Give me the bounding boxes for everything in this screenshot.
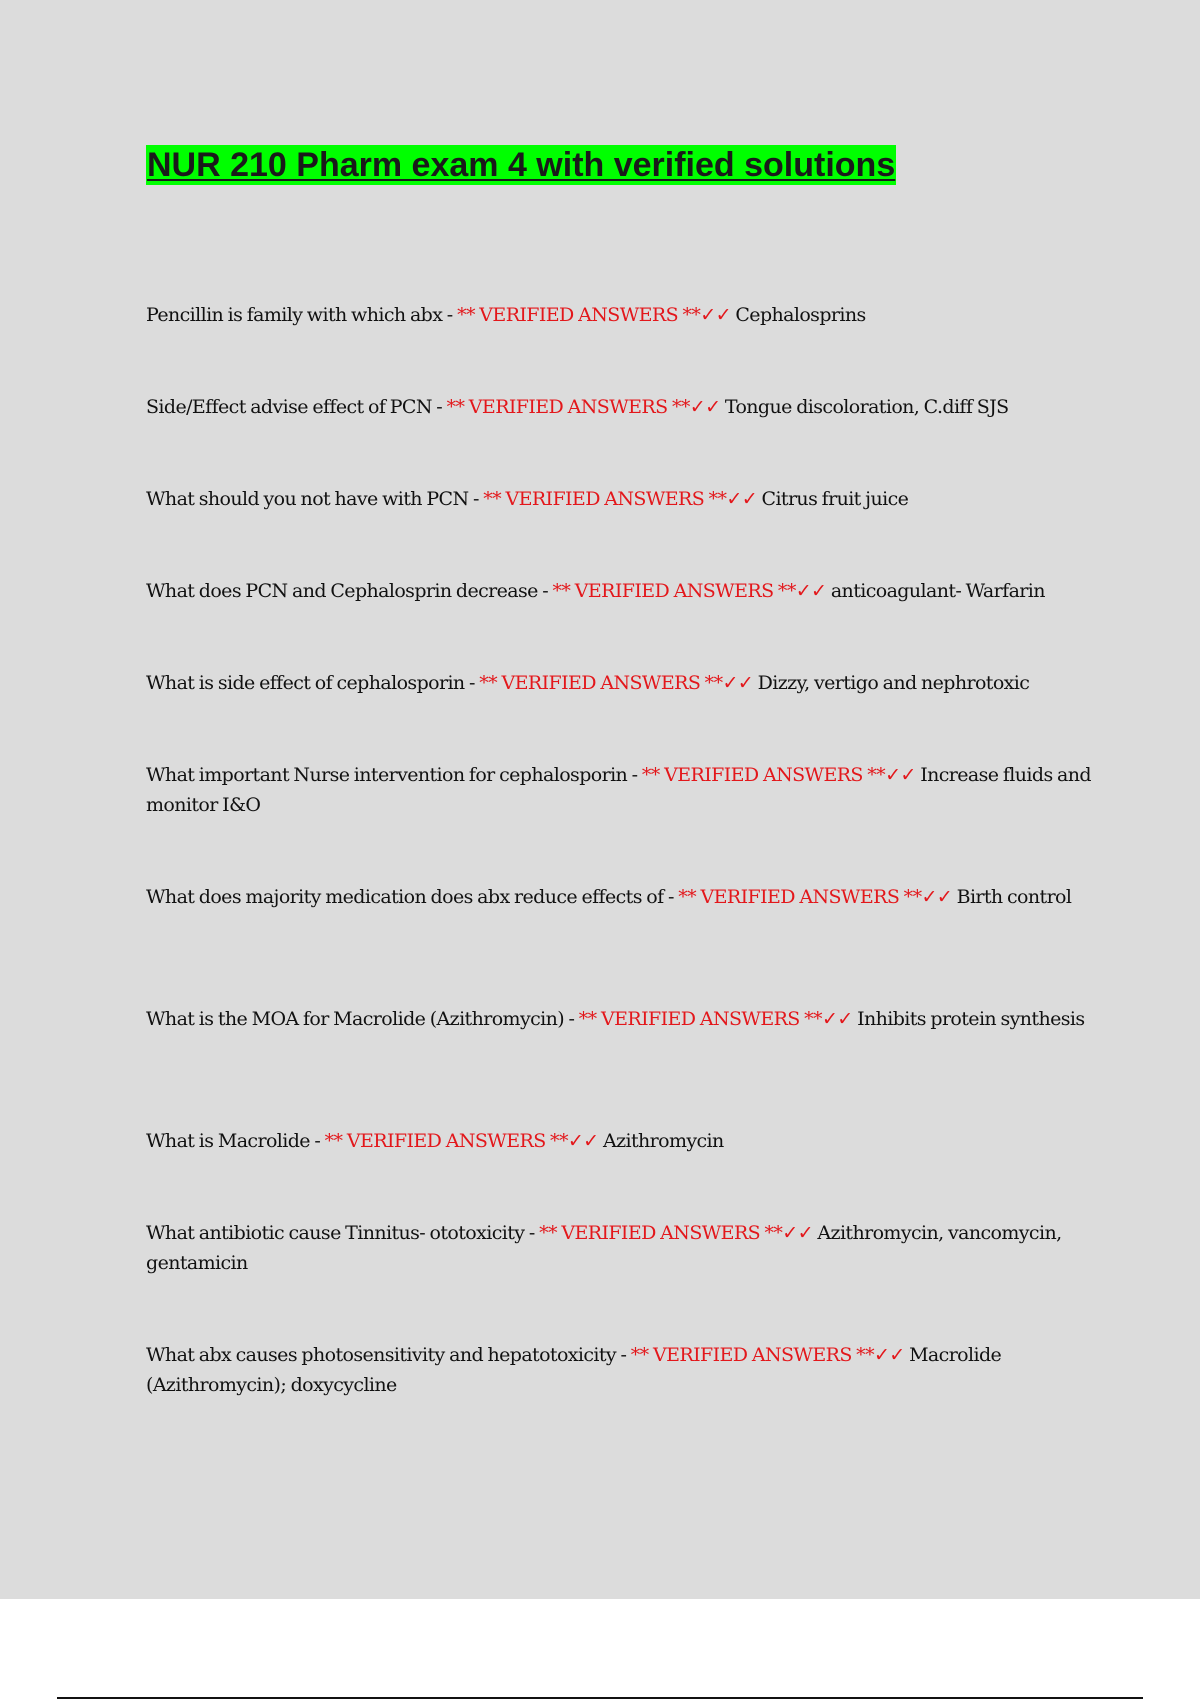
- qa-item: [146, 392, 1096, 422]
- qa-item: [146, 760, 1096, 820]
- qa-item: [146, 668, 1096, 698]
- question-text: What is Macrolide: [146, 1130, 310, 1152]
- answer-text: Citrus fruit juice: [761, 488, 909, 510]
- qa-item: [146, 1126, 1096, 1156]
- qa-item: [146, 882, 1096, 912]
- title-block: [146, 145, 896, 185]
- question-text: Pencillin is family with which abx: [146, 304, 443, 326]
- question-text: What should you not have with PCN: [146, 488, 469, 510]
- qa-item: [146, 576, 1096, 606]
- qa-item: [146, 1004, 1096, 1034]
- verified-answers-marker: ** VERIFIED ANSWERS **✓✓: [552, 580, 827, 602]
- verified-answers-marker: ** VERIFIED ANSWERS **✓✓: [539, 1222, 813, 1244]
- verified-answers-marker: ** VERIFIED ANSWERS **✓✓: [457, 304, 731, 326]
- question-separator: -: [627, 764, 642, 786]
- answer-text: Dizzy, vertigo and nephrotoxic: [757, 672, 1030, 694]
- qa-item: [146, 484, 1096, 514]
- answer-text: Azithromycin, vancomycin, gentamicin: [146, 1222, 1062, 1274]
- verified-answers-marker: ** VERIFIED ANSWERS **✓✓: [324, 1130, 599, 1152]
- answer-text: Macrolide (Azithromycin); doxycycline: [146, 1344, 1002, 1396]
- qa-item: [146, 1218, 1096, 1278]
- answer-text: Birth control: [956, 886, 1072, 908]
- answer-text: Azithromycin: [602, 1130, 724, 1152]
- question-separator: -: [431, 396, 447, 418]
- answer-text: Tongue discoloration, C.diff SJS: [724, 396, 1009, 418]
- qa-item: [146, 1340, 1096, 1400]
- question-text: What does majority medication does abx reduce effects of: [146, 886, 664, 908]
- question-separator: -: [564, 1008, 579, 1030]
- verified-answers-marker: ** VERIFIED ANSWERS **✓✓: [446, 396, 721, 418]
- question-text: What is side effect of cephalosporin: [146, 672, 465, 694]
- question-separator: -: [468, 488, 484, 510]
- verified-answers-marker: ** VERIFIED ANSWERS **✓✓: [479, 672, 754, 694]
- footer-divider: [57, 1697, 1143, 1699]
- question-separator: -: [524, 1222, 540, 1244]
- question-text: Side/Effect advise effect of PCN: [146, 396, 432, 418]
- qa-item: [146, 300, 1096, 330]
- answer-text: Increase fluids and monitor I&O: [146, 764, 1091, 816]
- question-text: What is the MOA for Macrolide (Azithromycin): [146, 1008, 565, 1030]
- question-separator: -: [442, 304, 458, 326]
- question-separator: -: [663, 886, 679, 908]
- question-separator: -: [537, 580, 553, 602]
- question-separator: -: [309, 1130, 325, 1152]
- verified-answers-marker: ** VERIFIED ANSWERS **✓✓: [630, 1344, 905, 1366]
- answer-text: anticoagulant- Warfarin: [830, 580, 1045, 602]
- question-text: What important Nurse intervention for cephalosporin: [146, 764, 628, 786]
- question-text: What abx causes photosensitivity and hepatotoxicity: [146, 1344, 617, 1366]
- question-separator: -: [616, 1344, 631, 1366]
- verified-answers-marker: ** VERIFIED ANSWERS **✓✓: [678, 886, 953, 908]
- question-text: What antibiotic cause Tinnitus- ototoxicity: [146, 1222, 525, 1244]
- question-text: What does PCN and Cephalosprin decrease: [146, 580, 538, 602]
- answer-text: Inhibits protein synthesis: [857, 1008, 1085, 1030]
- verified-answers-marker: ** VERIFIED ANSWERS **✓✓: [578, 1008, 853, 1030]
- question-separator: -: [464, 672, 480, 694]
- verified-answers-marker: ** VERIFIED ANSWERS **✓✓: [641, 764, 916, 786]
- verified-answers-marker: ** VERIFIED ANSWERS **✓✓: [483, 488, 758, 510]
- answer-text: Cephalosprins: [735, 304, 866, 326]
- document-title: NUR 210 Pharm exam 4 with verified solutions: [147, 146, 896, 184]
